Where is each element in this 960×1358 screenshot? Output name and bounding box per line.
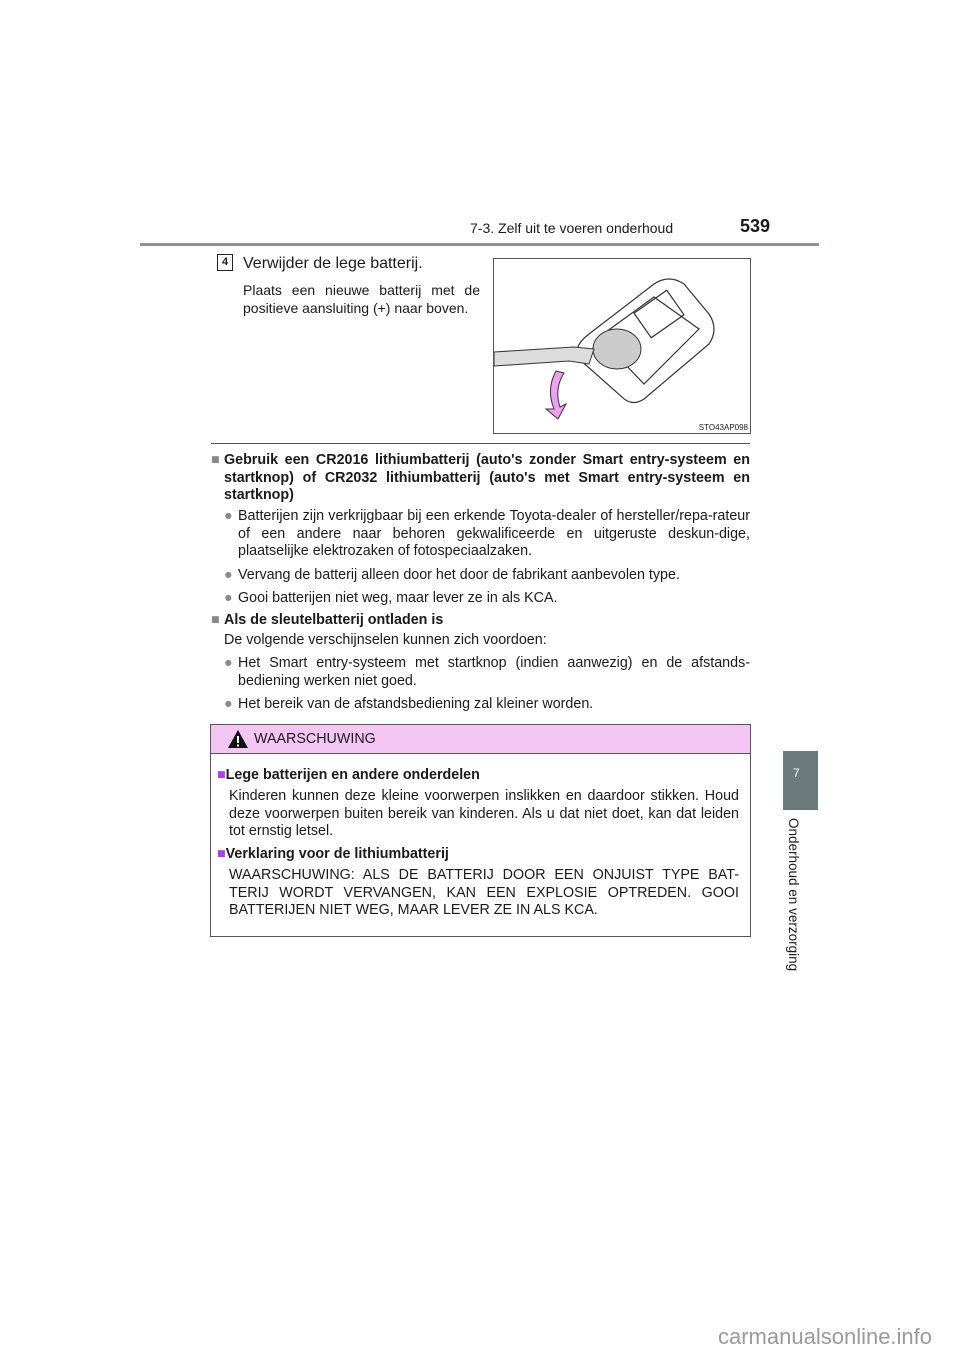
divider [211,443,750,444]
warning-item-text: WAARSCHUWING: ALS DE BATTERIJ DOOR EEN ONJUIST TYPE BAT-TERIJ WORDT VERVANGEN, KAN EEN EXPLOSIE OPTREDEN. GOOI BATTERIJEN NIET WEG, MAAR LEVER ZE IN ALS KCA. [229,867,739,918]
warning-item-heading: ■Lege batterijen en andere onderdelen [217,767,480,783]
section-title: 7-3. Zelf uit te voeren onderhoud [470,220,674,236]
list-item: ● Batterijen zijn verkrijgbaar bij een erkende Toyota-dealer of hersteller/repa-rateur of een andere naar behoren gekwalificeerde en uitgeruste deskun-dige, plaatselijke elektrozaken of fotospeciaalzaken. [224,508,750,559]
step-title: Verwijder de lege batterij. [243,255,423,272]
warning-triangle-icon [227,729,249,749]
key-battery-illustration [493,258,751,434]
chapter-number: 7 [793,766,800,780]
page-number: 539 [740,216,771,236]
warning-header [211,725,750,754]
list-item: ● Het Smart entry-systeem met startknop (indien aanwezig) en de afstands-bediening werken niet goed. [224,655,750,689]
header-rule [140,243,819,246]
list-item: ● Het bereik van de afstandsbediening zal kleiner worden. [224,696,594,712]
watermark: carmanualsonline.info [718,1324,933,1349]
step-description: Plaats een nieuwe batterij met de positieve aansluiting (+) naar boven. [243,282,480,316]
section-heading: ■ Als de sleutelbatterij ontladen is [211,612,444,628]
step-number: 4 [217,254,233,271]
chapter-tab[interactable] [783,751,818,810]
section-intro: De volgende verschijnselen kunnen zich voordoen: [224,632,547,648]
list-item: ● Gooi batterijen niet weg, maar lever ze in als KCA. [224,590,558,606]
chapter-label: Onderhoud en verzorging [786,818,801,972]
warning-title: WAARSCHUWING [254,731,376,747]
section-heading: ■ Gebruik een CR2016 lithiumbatterij (auto's zonder Smart entry-systeem en startknop) of CR2032 lithiumbatterij (auto's met Smart entry-systeem en startknop) [211,452,750,503]
warning-item-text: Kinderen kunnen deze kleine voorwerpen inslikken en daardoor stikken. Houd deze voorwerpen buiten bereik van kinderen. Als u dat niet doet, kan dat leiden tot ernstig letsel. [229,788,739,839]
list-item: ● Vervang de batterij alleen door het door de fabrikant aanbevolen type. [224,567,680,583]
warning-item-heading: ■Verklaring voor de lithiumbatterij [217,846,449,862]
warning-box [210,724,751,937]
figure-code: STO43AP098 [698,423,748,432]
key-fob-drawing [494,259,750,433]
